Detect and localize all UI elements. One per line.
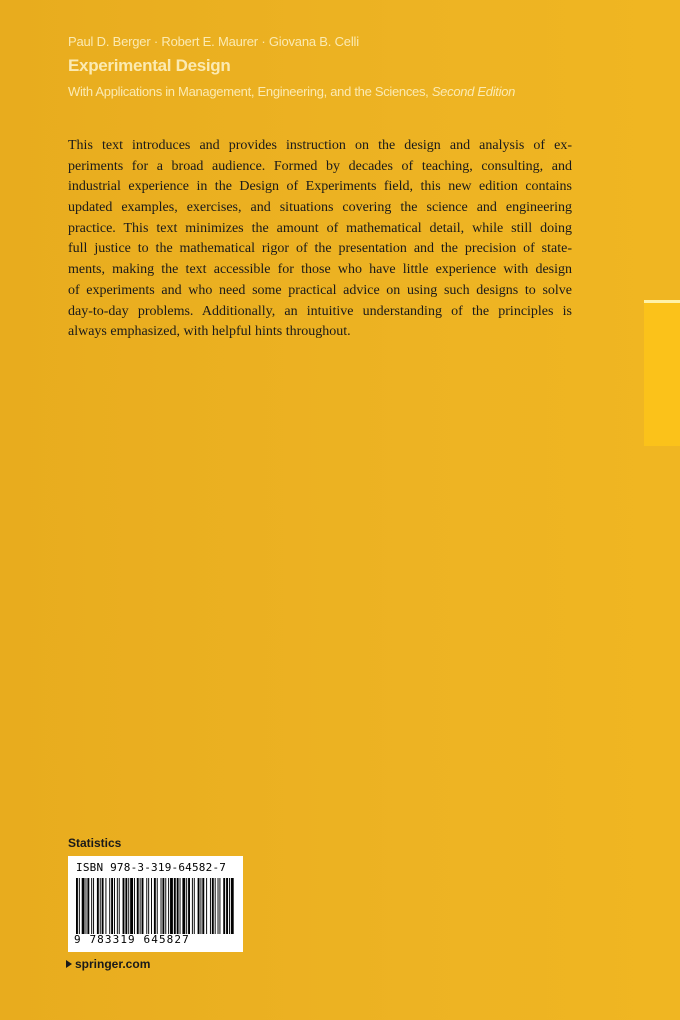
- barcode-bar: [200, 878, 201, 934]
- description-line: This text introduces and provides instruction on the design and analysis of ex-: [68, 138, 572, 153]
- barcode-bar: [100, 878, 101, 934]
- barcode-bar: [109, 878, 110, 934]
- barcode-bar: [117, 878, 118, 934]
- barcode-bar: [148, 878, 149, 934]
- subject-category: Statistics: [68, 836, 122, 850]
- description-line: periments for a broad audience. Formed by decades of teaching, consulting, and: [68, 158, 572, 174]
- barcode-bar: [130, 878, 133, 934]
- description-line: industrial experience in the Design of Experiments field, this new edition contains: [68, 179, 572, 195]
- barcode-bar: [226, 878, 228, 934]
- description-line: ments, making the text accessible for those who have little experience with design: [68, 262, 572, 278]
- barcode-bar: [174, 878, 176, 934]
- barcode-bar: [170, 878, 173, 934]
- barcode-bar: [93, 878, 94, 934]
- barcode-bar: [223, 878, 225, 934]
- barcode-bar: [229, 878, 230, 934]
- barcode-bar: [219, 878, 220, 934]
- description-line: day-to-day problems. Additionally, an intuitive understanding of the principles is: [68, 303, 572, 319]
- barcode-bar: [134, 878, 135, 934]
- barcode-bars: [76, 878, 234, 934]
- description-line: of experiments and who need some practical advice on using such designs to solve: [68, 282, 572, 298]
- barcode-bar: [123, 878, 125, 934]
- book-title: Experimental Design: [68, 56, 231, 75]
- authors: Paul D. Berger · Robert E. Maurer · Giovana B. Celli: [68, 34, 359, 49]
- barcode-bar: [206, 878, 207, 934]
- barcode-bar: [192, 878, 193, 934]
- barcode-bar: [210, 878, 211, 934]
- barcode-digits: 9 783319 645827: [74, 933, 190, 946]
- barcode-bar: [82, 878, 85, 934]
- barcode-bar: [157, 878, 158, 934]
- barcode-bar: [137, 878, 139, 934]
- barcode-bar: [119, 878, 120, 934]
- barcode-bar: [76, 878, 78, 934]
- edition-label: Second Edition: [431, 84, 516, 99]
- description-line: updated examples, exercises, and situations covering the science and engineering: [68, 200, 572, 216]
- barcode-bar: [162, 878, 164, 934]
- subtitle-main: With Applications in Management, Engineering, and the Sciences,: [68, 84, 429, 99]
- barcode-bar: [186, 878, 187, 934]
- barcode-bar: [212, 878, 214, 934]
- barcode-bar: [114, 878, 115, 934]
- barcode-bar: [125, 878, 127, 934]
- barcode-bar: [188, 878, 190, 934]
- barcode-bar: [168, 878, 169, 934]
- barcode-bar: [177, 878, 179, 934]
- book-subtitle: [68, 84, 515, 99]
- barcode-bar: [202, 878, 204, 934]
- barcode-bar: [231, 878, 234, 934]
- barcode-bar: [180, 878, 181, 934]
- barcode-bar: [97, 878, 99, 934]
- springer-link-text: springer.com: [75, 957, 151, 971]
- barcode-bar: [165, 878, 166, 934]
- barcode-bar: [154, 878, 156, 934]
- barcode-bar: [142, 878, 144, 934]
- barcode-bar: [86, 878, 87, 934]
- barcode-bar: [128, 878, 129, 934]
- barcode-bar: [194, 878, 195, 934]
- isbn-label: ISBN 978-3-319-64582-7: [76, 861, 227, 874]
- isbn-barcode: [68, 856, 243, 952]
- barcode-bar: [161, 878, 162, 934]
- barcode-bar: [140, 878, 141, 934]
- barcode-bar: [87, 878, 89, 934]
- description-text: [68, 136, 572, 343]
- arrow-right-icon: [66, 960, 72, 968]
- barcode-bar: [151, 878, 152, 934]
- description-line: practice. This text minimizes the amount of mathematical detail, while still doing: [68, 220, 572, 236]
- description-line: always emphasized, with helpful hints throughout.: [68, 324, 351, 340]
- springer-link[interactable]: [66, 957, 150, 971]
- barcode-bar: [105, 878, 106, 934]
- barcode-bar: [218, 878, 219, 934]
- barcode-bar: [79, 878, 80, 934]
- barcode-bar: [182, 878, 185, 934]
- barcode-bar: [146, 878, 147, 934]
- barcode-bar: [111, 878, 113, 934]
- barcode-bar: [102, 878, 104, 934]
- description-line: full justice to the mathematical rigor of the presentation and the precision of state-: [68, 241, 572, 257]
- side-color-tab: [644, 300, 680, 446]
- barcode-bar: [198, 878, 200, 934]
- barcode-bar: [91, 878, 92, 934]
- barcode-bar: [215, 878, 216, 934]
